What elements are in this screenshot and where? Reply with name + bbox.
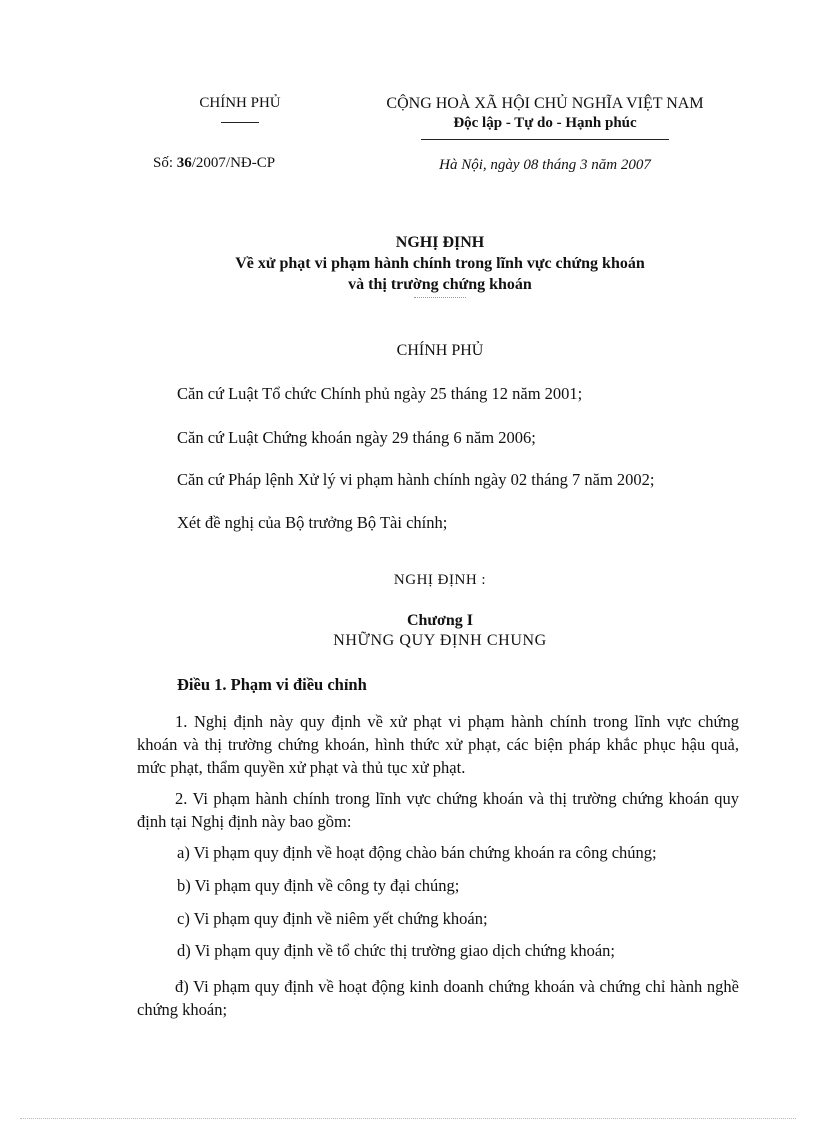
article-1-item-b: b) Vi phạm quy định về công ty đại chúng;: [177, 876, 460, 895]
legal-basis-2: Căn cứ Luật Chứng khoán ngày 29 tháng 6 năm 2006;: [177, 428, 536, 447]
document-number: [153, 155, 275, 172]
article-1-title: Điều 1. Phạm vi điều chỉnh: [177, 675, 367, 694]
document-title: [140, 232, 740, 299]
chapter-number: Chương I: [406, 612, 474, 629]
doc-number-suffix: /2007/NĐ-CP: [191, 155, 276, 171]
organization-underline: [221, 122, 259, 123]
decree-label: NGHỊ ĐỊNH :: [393, 572, 487, 588]
article-1-item-d: d) Vi phạm quy định về tổ chức thị trường giao dịch chứng khoán;: [177, 941, 615, 960]
date-line: Hà Nội, ngày 08 tháng 3 năm 2007: [439, 157, 651, 173]
motto-underline: [421, 139, 669, 140]
chapter-title: NHỮNG QUY ĐỊNH CHUNG: [333, 632, 547, 649]
page-bottom-divider: [20, 1118, 796, 1120]
national-header: [345, 95, 745, 140]
article-1-paragraph-2: 2. Vi phạm hành chính trong lĩnh vực chứng khoán và thị trường chứng khoán quy định tại Nghị định này bao gồm:: [137, 789, 739, 831]
doc-number-prefix: Số:: [153, 155, 177, 171]
legal-basis-4: Xét đề nghị của Bộ trưởng Bộ Tài chính;: [177, 513, 448, 532]
national-motto: Độc lập - Tự do - Hạnh phúc: [453, 115, 637, 131]
nation-name: CỘNG HOÀ XÃ HỘI CHỦ NGHĨA VIỆT NAM: [386, 95, 704, 112]
article-1-item-dd: đ) Vi phạm quy định về hoạt động kinh doanh chứng khoán và chứng chỉ hành nghề chứng khoán;: [137, 977, 739, 1019]
legal-basis-1: Căn cứ Luật Tổ chức Chính phủ ngày 25 tháng 12 năm 2001;: [177, 384, 583, 403]
title-heading: NGHỊ ĐỊNH: [395, 234, 485, 251]
legal-basis-3: Căn cứ Pháp lệnh Xử lý vi phạm hành chính ngày 02 tháng 7 năm 2002;: [177, 470, 655, 489]
article-1-item-a: a) Vi phạm quy định về hoạt động chào bán chứng khoán ra công chúng;: [177, 843, 657, 862]
issuer-heading: CHÍNH PHỦ: [396, 342, 484, 359]
title-divider: [414, 297, 466, 299]
title-line-1: Về xử phạt vi phạm hành chính trong lĩnh vực chứng khoán: [235, 255, 645, 272]
article-1-item-c: c) Vi phạm quy định về niêm yết chứng khoán;: [177, 909, 488, 928]
organization-name: CHÍNH PHỦ: [199, 95, 281, 111]
article-1-paragraph-1: 1. Nghị định này quy định về xử phạt vi phạm hành chính trong lĩnh vực chứng khoán và thị trường chứng khoán, hình thức xử phạt, các biện pháp khắc phục hậu quả, mức phạt, thẩm quyền xử phạt và thủ tục xử phạt.: [137, 712, 739, 777]
title-line-2: và thị trường chứng khoán: [348, 276, 532, 293]
doc-number-main: 36: [176, 155, 192, 171]
chapter-heading: [140, 611, 740, 651]
issuing-organization: [140, 95, 340, 123]
